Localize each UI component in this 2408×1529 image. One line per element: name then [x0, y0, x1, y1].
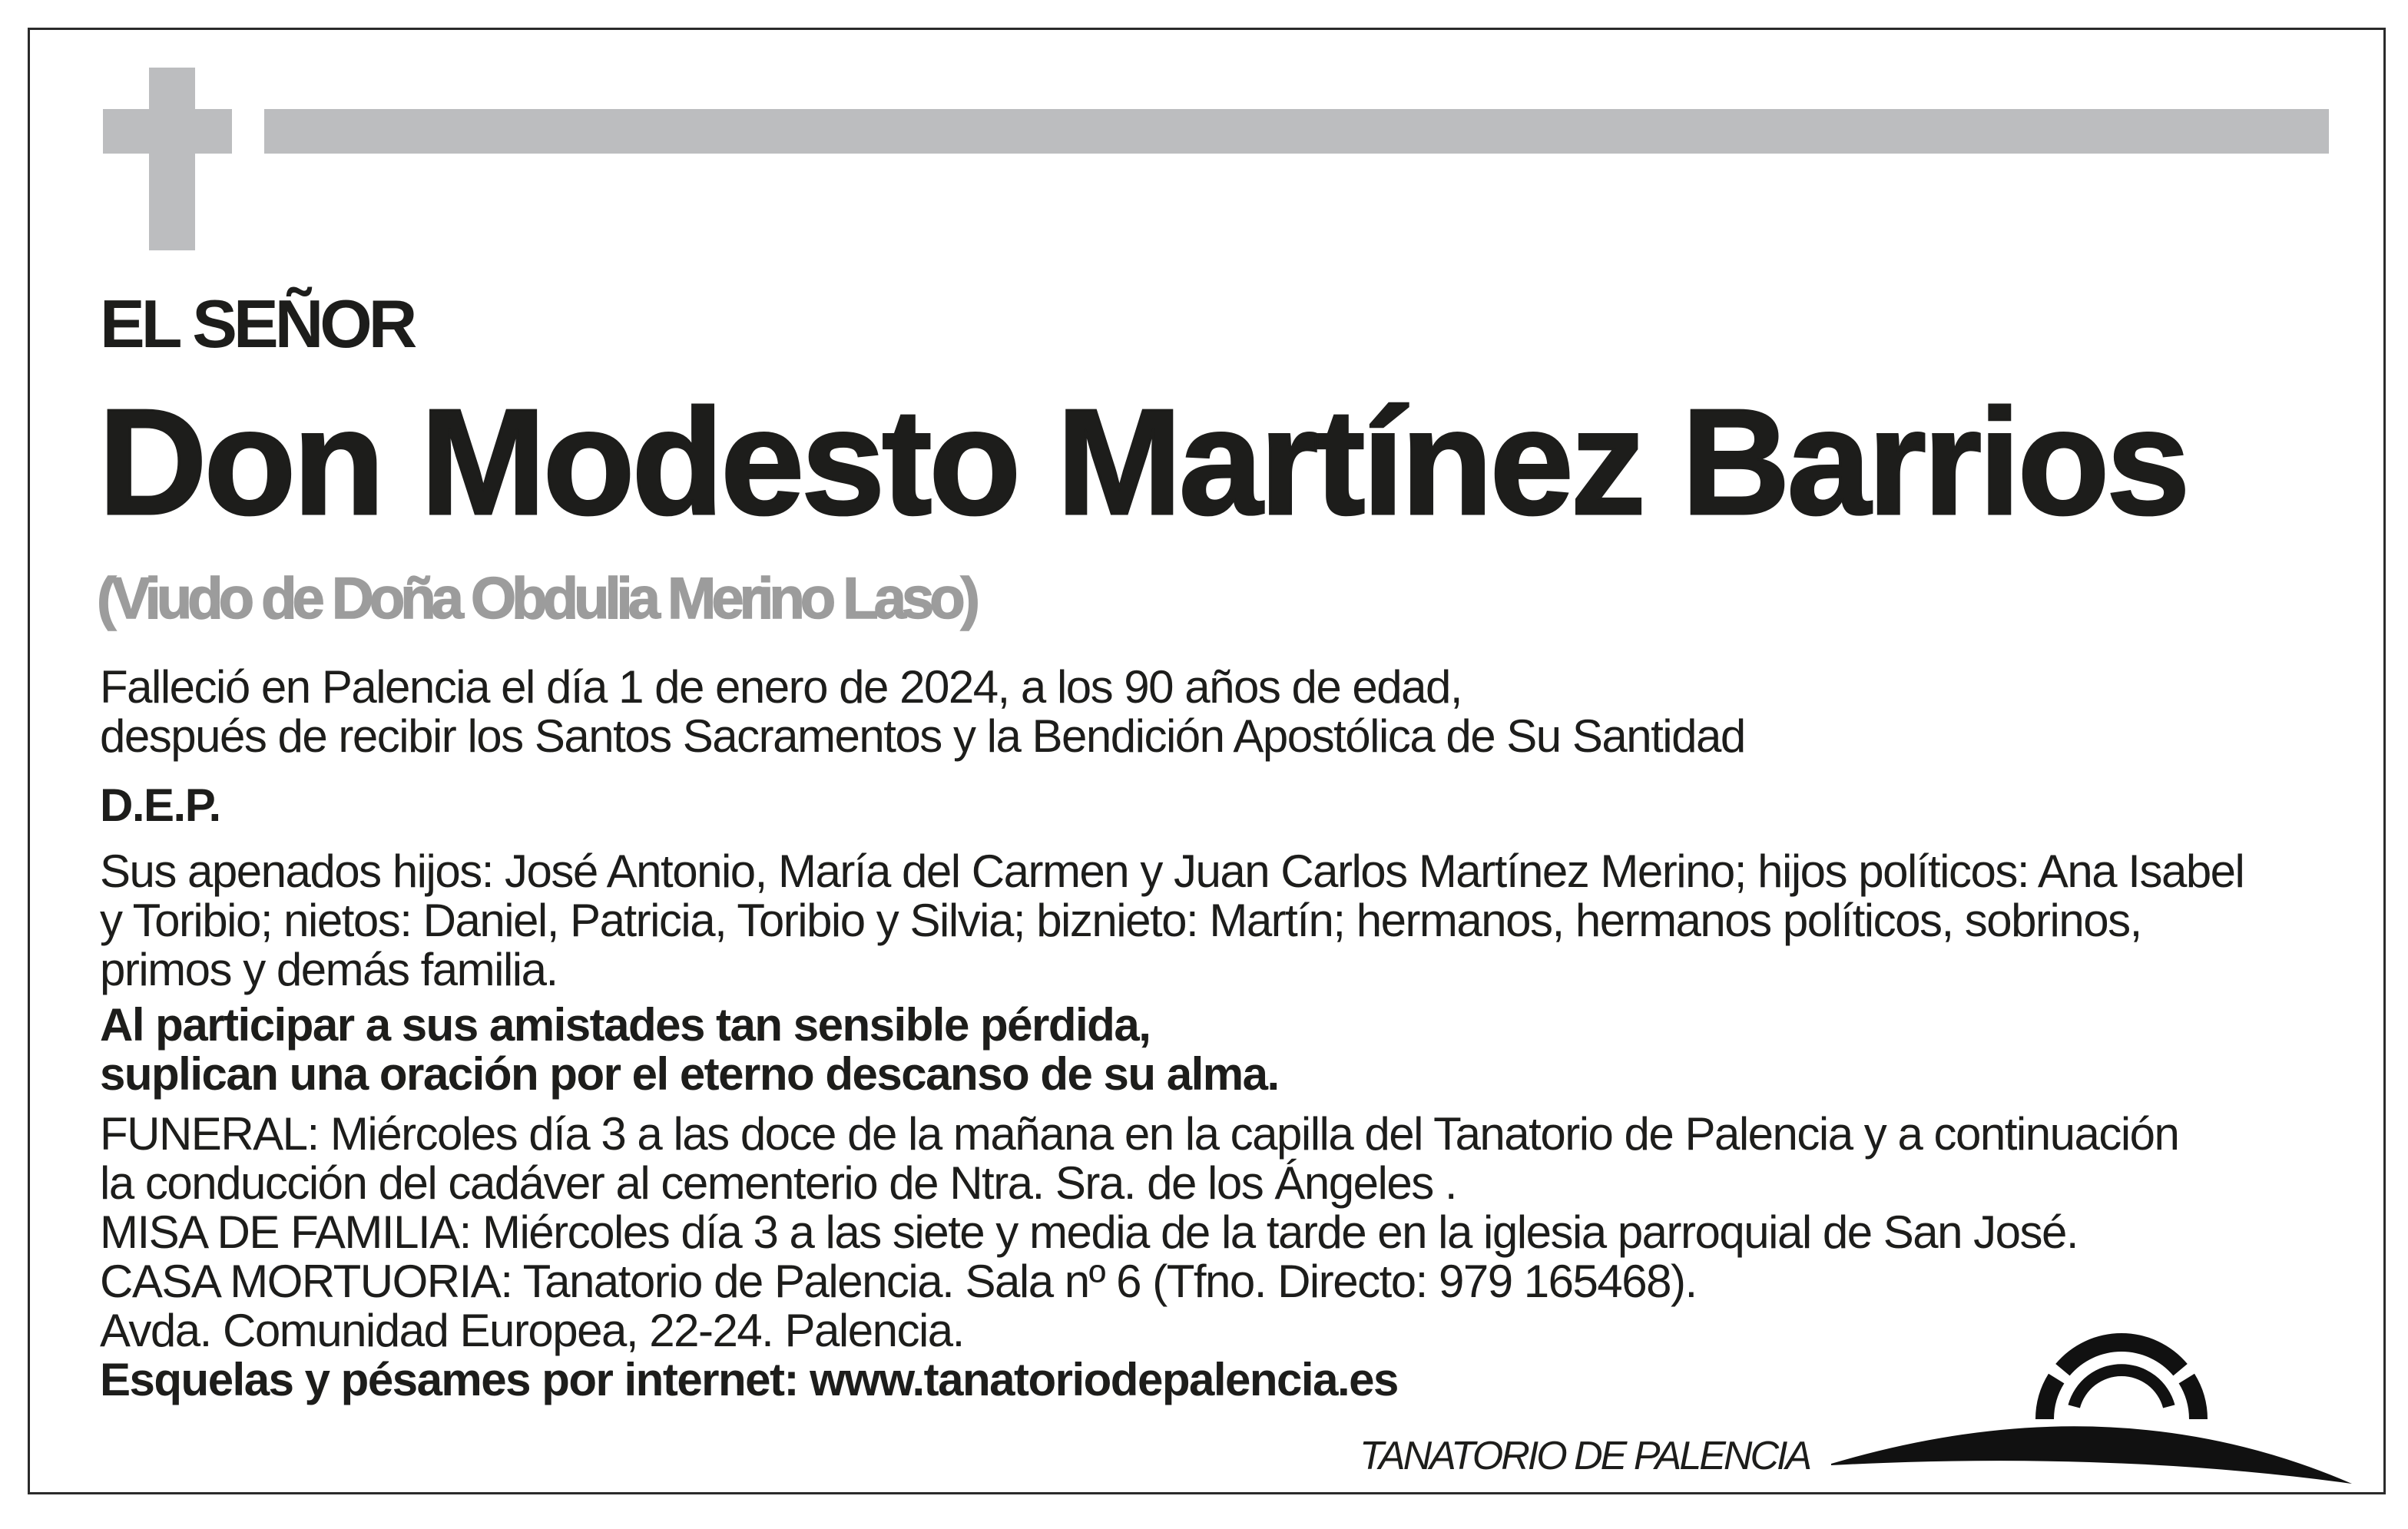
- widow-of-line: (Viudo de Doña Obdulia Merino Laso): [97, 566, 975, 631]
- website-line: Esquelas y pésames por internet: www.tanatoriodepalencia.es: [100, 1354, 1398, 1405]
- cross-horizontal-bar: [103, 109, 232, 154]
- funeral-info-line: FUNERAL: Miércoles día 3 a las doce de la mañana en la capilla del Tanatorio de Palencia y a continuación: [100, 1108, 2179, 1160]
- funeral-info-line: la conducción del cadáver al cementerio de Ntra. Sra. de los Ángeles .: [100, 1157, 1457, 1209]
- family-paragraph: [100, 847, 2244, 995]
- death-announcement-line: después de recibir los Santos Sacramentos y la Bendición Apostólica de Su Santidad: [100, 710, 1745, 762]
- header-rule: [264, 109, 2329, 154]
- death-announcement-line: Falleció en Palencia el día 1 de enero de 2024, a los 90 años de edad,: [100, 661, 1462, 713]
- funeral-home-line: CASA MORTUORIA: Tanatorio de Palencia. Sala nº 6 (Tfno. Directo: 979 165468).: [100, 1256, 1697, 1307]
- cross-vertical-bar: [149, 68, 195, 250]
- family-line: primos y demás familia.: [100, 944, 558, 995]
- honorific-title: EL SEÑOR: [100, 286, 414, 362]
- prayer-request-line: suplican una oración por el eterno descanso de su alma.: [100, 1048, 1279, 1100]
- horizon-swoosh: [1831, 1426, 2352, 1484]
- prayer-request: [100, 1001, 1279, 1099]
- rip-abbreviation: D.E.P.: [100, 779, 220, 831]
- family-line: Sus apenados hijos: José Antonio, María del Carmen y Juan Carlos Martínez Merino; hijos políticos: Ana Isabel: [100, 846, 2244, 897]
- death-announcement: [100, 663, 1745, 761]
- prayer-request-line: Al participar a sus amistades tan sensible pérdida,: [100, 999, 1151, 1051]
- address-line: Avda. Comunidad Europea, 22-24. Palencia.: [100, 1305, 964, 1356]
- family-line: y Toribio; nietos: Daniel, Patricia, Toribio y Silvia; biznieto: Martín; hermanos, hermanos políticos, sobrinos,: [100, 895, 2141, 946]
- logo-mark: [1820, 1321, 2366, 1491]
- logo-wordmark: TANATORIO DE PALENCIA: [1360, 1434, 1810, 1478]
- family-mass-line: MISA DE FAMILIA: Miércoles día 3 a las siete y media de la tarde en la iglesia parroquial de San José.: [100, 1206, 2078, 1258]
- deceased-name: Don Modesto Martínez Barrios: [98, 378, 2188, 546]
- dome-icon: [2035, 1333, 2208, 1419]
